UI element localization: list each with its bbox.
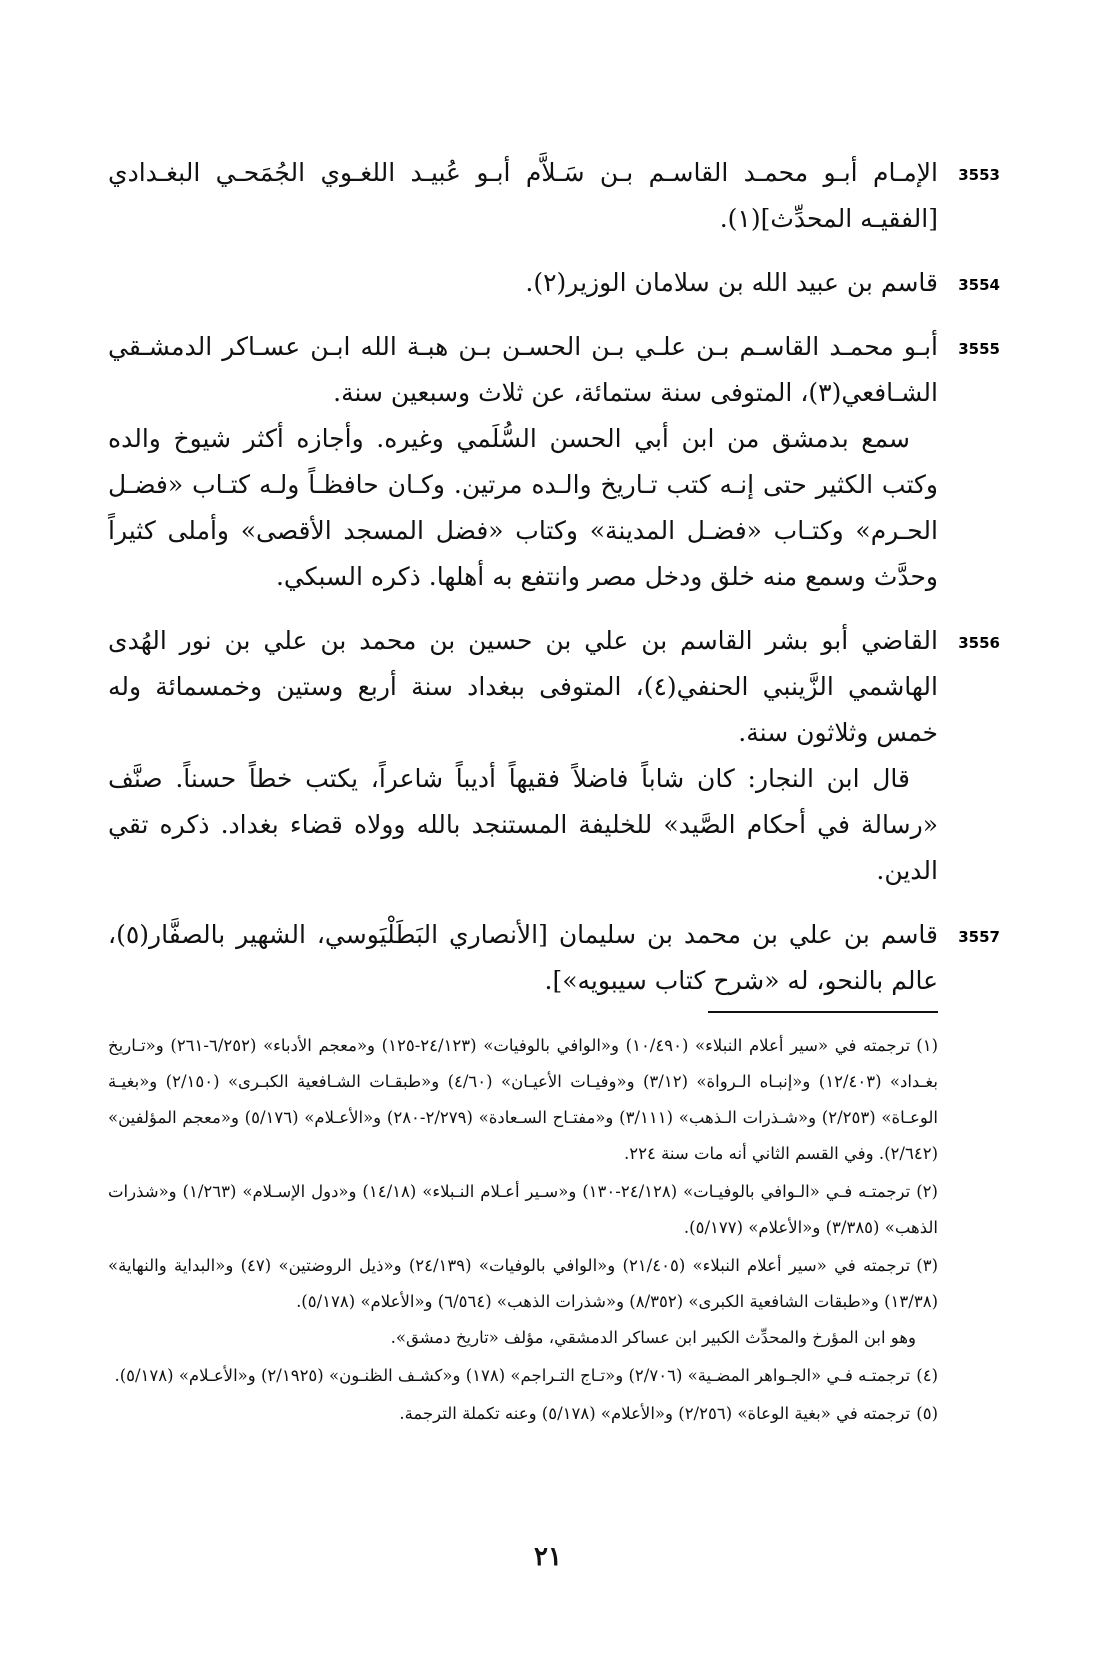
- entry-number: 3556: [958, 634, 1000, 652]
- footnotes: [108, 1028, 938, 1434]
- footnote-text: ترجمته في «سير أعلام النبلاء» (٢١/٤٠٥) و«الوافي بالوفيات» (٢٤/١٣٩) و«ذيل الروضتين» (٤٧) و«البداية والنهاية» (١٣/٣٨) و«طبقات الشافعية الكبرى» (٨/٣٥٢) و«شذرات الذهب» (٦/٥٦٤) و«الأعلام» (٥/١٧٨).: [108, 1256, 938, 1311]
- entry-3556: [108, 618, 1000, 894]
- footnote-2: [108, 1174, 938, 1246]
- entry-3557: [108, 912, 1000, 1004]
- footnote-4: [108, 1358, 938, 1394]
- footnote-5: [108, 1396, 938, 1432]
- entry-number: 3553: [958, 166, 1000, 184]
- main-text: [108, 150, 1000, 1022]
- entry-text: الإمـام أبـو محمـد القاسـم بـن سَـلاَّم أبـو عُبيـد اللغـوي الجُمَحـي البغـدادي [الفقيـه المحدِّث](١).: [108, 158, 938, 233]
- entry-3554: [108, 260, 1000, 306]
- footnote-text: ترجمتـه فـي «الـوافي بالوفيـات» (٢٤/١٢٨-١٣٠) و«سـير أعـلام النـبلاء» (١٤/١٨) و«دول الإسـلام» (١/٢٦٣) و«شذرات الذهب» (٣/٣٨٥) و«الأعلام» (٥/١٧٧).: [108, 1182, 938, 1237]
- entry-detail: قال ابن النجار: كان شاباً فاضلاً فقيهاً أديباً شاعراً، يكتب خطاً حسناً. صنَّف «رسالة في أحكام الصَّيد» للخليفة المستنجد بالله وولاه قضاء بغداد. ذكره تقي الدين.: [108, 764, 938, 885]
- entry-3553: [108, 150, 1000, 242]
- footnote-text: ترجمتـه فـي «الجـواهر المضـية» (٢/٧٠٦) و«تـاج التـراجم» (١٧٨) و«كشـف الظنـون» (٢/١٩٢٥) و«الأعـلام» (٥/١٧٨).: [114, 1366, 911, 1385]
- footnote-marker: (٢): [916, 1182, 938, 1201]
- entry-number: 3554: [958, 276, 1000, 294]
- entry-text: أبـو محمـد القاسـم بـن علـي بـن الحسـن بـن هبـة الله ابـن عسـاكر الدمشـقي الشـافعي(٣)، المتوفى سنة ستمائة، عن ثلاث وسبعين سنة.: [108, 332, 938, 407]
- footnote-marker: (٣): [916, 1256, 938, 1275]
- footnote-extra: وهو ابن المؤرخ والمحدِّث الكبير ابن عساكر الدمشقي، مؤلف «تاريخ دمشق».: [390, 1328, 916, 1347]
- entry-3555: [108, 324, 1000, 600]
- entry-text: قاسم بن عبيد الله بن سلامان الوزير(٢).: [525, 268, 938, 297]
- footnote-marker: (١): [916, 1036, 938, 1055]
- entry-number: 3557: [958, 928, 1000, 946]
- footnote-1: [108, 1028, 938, 1172]
- footnote-text: ترجمته في «بغية الوعاة» (٢/٢٥٦) و«الأعلام» (٥/١٧٨) وعنه تكملة الترجمة.: [399, 1404, 911, 1423]
- page-number: ٢١: [534, 1542, 562, 1572]
- footnote-text: ترجمته في «سير أعلام النبلاء» (١٠/٤٩٠) و«الوافي بالوفيات» (٢٤/١٢٣-١٢٥) و«معجم الأدباء» (٦/٢٥٢-٢٦١) و«تـاريخ بغـداد» (١٢/٤٠٣) و«إنبـاه الـرواة» (٣/١٢) و«وفيـات الأعيـان» (٤/٦٠) و«طبقـات الشـافعية الكبـرى» (٢/١٥٠) و«بغيـة الوعـاة» (٢/٢٥٣) و«شـذرات الـذهب» (٣/١١١) و«مفتـاح السـعادة» (٢/٢٧٩-٢٨٠) و«الأعـلام» (٥/١٧٦) و«معجم المؤلفين» (٢/٦٤٢). وفي القسم الثاني أنه مات سنة ٢٢٤.: [108, 1036, 938, 1163]
- footnote-marker: (٥): [916, 1404, 938, 1423]
- entry-detail: سمع بدمشق من ابن أبي الحسن السُّلَمي وغيره. وأجازه أكثر شيوخ والده وكتب الكثير حتى إنـه كتب تـاريخ والـده مرتين. وكـان حافظـاً ولـه كتـاب «فضـل الحـرم» وكتـاب «فضـل المدينة» وكتاب «فضل المسجد الأقصى» وأملى كثيراً وحدَّث وسمع منه خلق ودخل مصر وانتفع به أهلها. ذكره السبكي.: [108, 424, 938, 591]
- entry-text: القاضي أبو بشر القاسم بن علي بن حسين بن محمد بن علي بن نور الهُدى الهاشمي الزَّينبي الحنفي(٤)، المتوفى ببغداد سنة أربع وستين وخمسمائة وله خمس وثلاثون سنة.: [108, 626, 938, 747]
- footnote-separator: [708, 1011, 938, 1013]
- footnote-marker: (٤): [916, 1366, 938, 1385]
- entry-number: 3555: [958, 340, 1000, 358]
- entry-text: قاسم بن علي بن محمد بن سليمان [الأنصاري البَطَلْيَوسي، الشهير بالصفَّار(٥)، عالم بالنحو، له «شرح كتاب سيبويه»].: [108, 920, 938, 995]
- footnote-3: [108, 1248, 938, 1356]
